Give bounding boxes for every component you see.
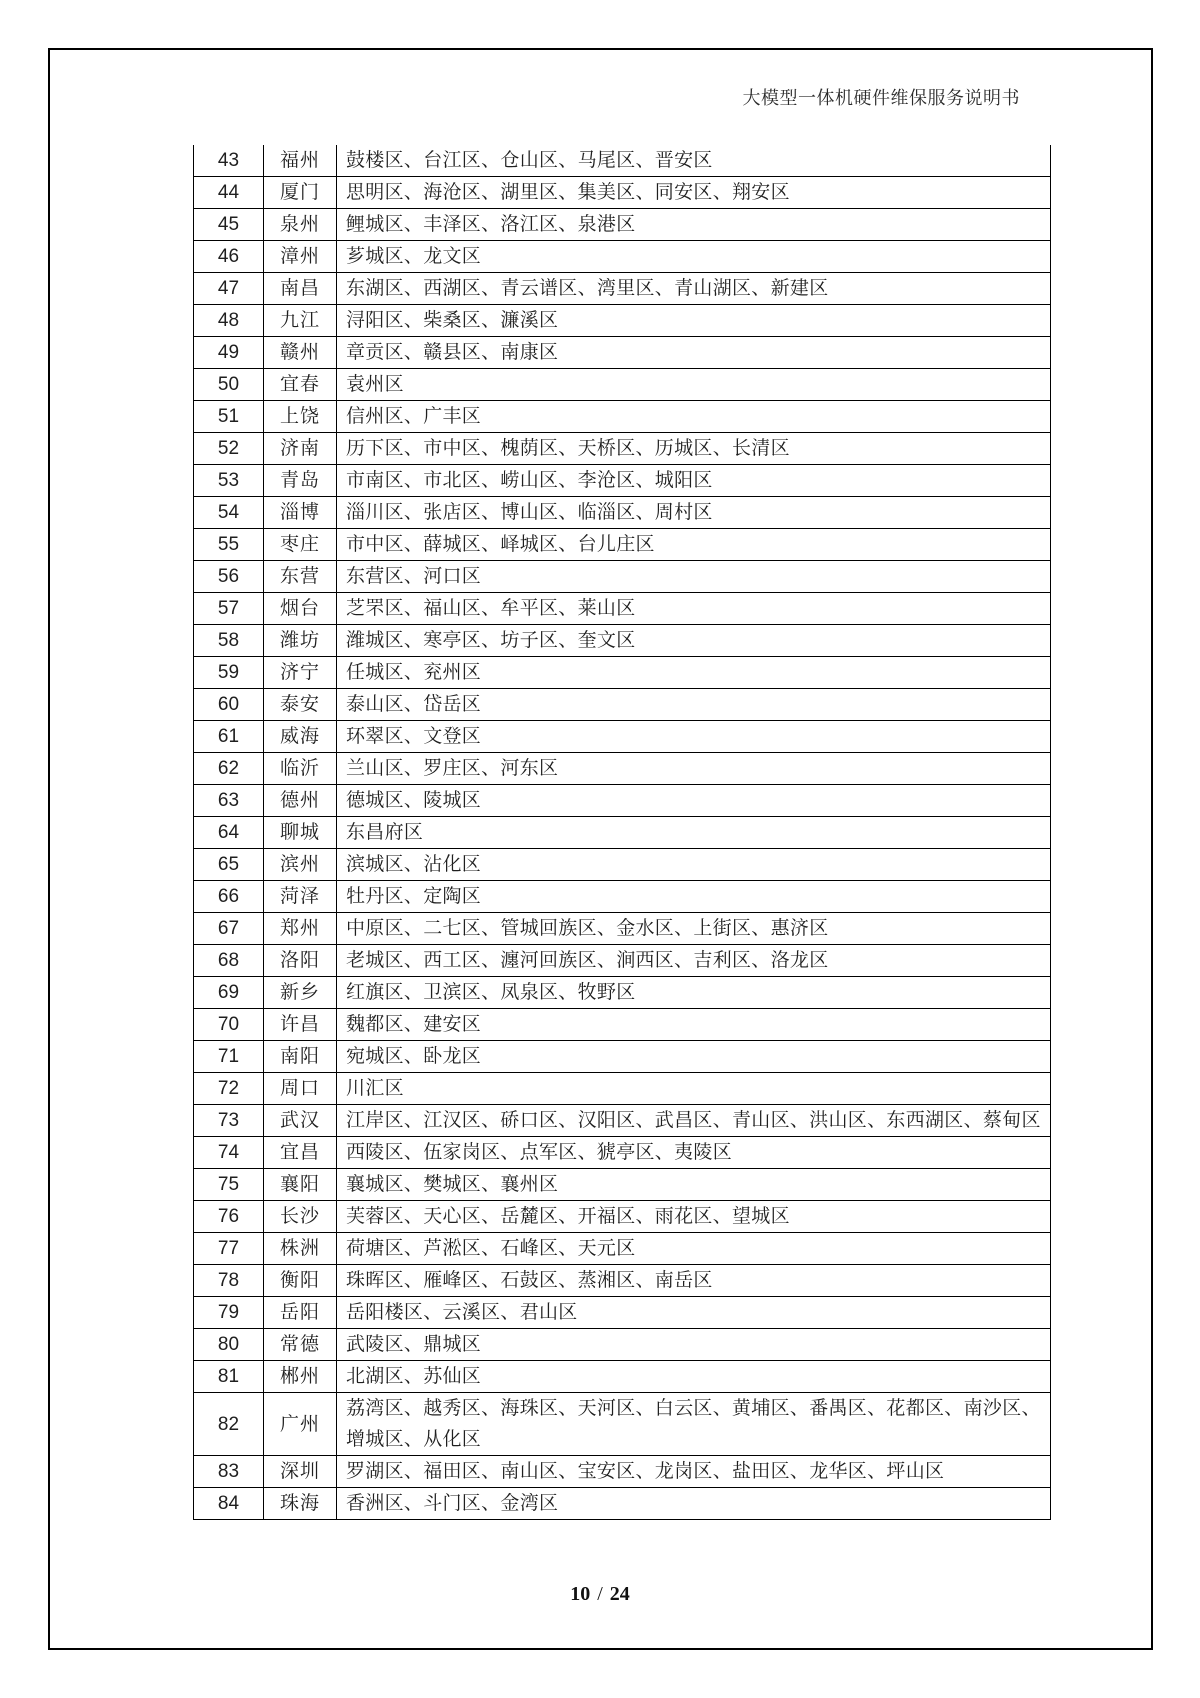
districts-cell: 红旗区、卫滨区、凤泉区、牧野区 xyxy=(337,977,1051,1009)
row-number-cell: 76 xyxy=(194,1201,264,1233)
city-name-cell: 临沂 xyxy=(264,753,337,785)
city-name-cell: 威海 xyxy=(264,721,337,753)
city-name-cell: 许昌 xyxy=(264,1009,337,1041)
row-number-cell: 81 xyxy=(194,1361,264,1393)
districts-cell: 东营区、河口区 xyxy=(337,561,1051,593)
table-row xyxy=(194,433,1051,465)
districts-cell: 岳阳楼区、云溪区、君山区 xyxy=(337,1297,1051,1329)
row-number-cell: 71 xyxy=(194,1041,264,1073)
table-row xyxy=(194,1329,1051,1361)
districts-cell: 潍城区、寒亭区、坊子区、奎文区 xyxy=(337,625,1051,657)
row-number-cell: 54 xyxy=(194,497,264,529)
districts-cell: 市南区、市北区、崂山区、李沧区、城阳区 xyxy=(337,465,1051,497)
table-row xyxy=(194,337,1051,369)
table-row xyxy=(194,1169,1051,1201)
row-number-cell: 69 xyxy=(194,977,264,1009)
table-row xyxy=(194,1137,1051,1169)
districts-cell: 牡丹区、定陶区 xyxy=(337,881,1051,913)
city-name-cell: 泉州 xyxy=(264,209,337,241)
table-row xyxy=(194,369,1051,401)
table-row xyxy=(194,1361,1051,1393)
city-name-cell: 常德 xyxy=(264,1329,337,1361)
table-row xyxy=(194,1041,1051,1073)
row-number-cell: 72 xyxy=(194,1073,264,1105)
districts-cell: 滨城区、沾化区 xyxy=(337,849,1051,881)
table-row xyxy=(194,849,1051,881)
table-row xyxy=(194,497,1051,529)
city-name-cell: 南昌 xyxy=(264,273,337,305)
districts-cell: 魏都区、建安区 xyxy=(337,1009,1051,1041)
city-name-cell: 济南 xyxy=(264,433,337,465)
row-number-cell: 65 xyxy=(194,849,264,881)
city-name-cell: 洛阳 xyxy=(264,945,337,977)
city-name-cell: 九江 xyxy=(264,305,337,337)
row-number-cell: 79 xyxy=(194,1297,264,1329)
city-table-body xyxy=(194,145,1051,1520)
row-number-cell: 60 xyxy=(194,689,264,721)
city-name-cell: 泰安 xyxy=(264,689,337,721)
table-row xyxy=(194,593,1051,625)
districts-cell: 淄川区、张店区、博山区、临淄区、周村区 xyxy=(337,497,1051,529)
districts-cell: 香洲区、斗门区、金湾区 xyxy=(337,1488,1051,1520)
districts-cell: 襄城区、樊城区、襄州区 xyxy=(337,1169,1051,1201)
table-row xyxy=(194,145,1051,177)
row-number-cell: 48 xyxy=(194,305,264,337)
row-number-cell: 82 xyxy=(194,1393,264,1456)
table-row xyxy=(194,1105,1051,1137)
city-name-cell: 潍坊 xyxy=(264,625,337,657)
districts-cell: 西陵区、伍家岗区、点军区、猇亭区、夷陵区 xyxy=(337,1137,1051,1169)
row-number-cell: 74 xyxy=(194,1137,264,1169)
city-name-cell: 宜春 xyxy=(264,369,337,401)
districts-cell: 思明区、海沧区、湖里区、集美区、同安区、翔安区 xyxy=(337,177,1051,209)
row-number-cell: 80 xyxy=(194,1329,264,1361)
districts-cell: 芝罘区、福山区、牟平区、莱山区 xyxy=(337,593,1051,625)
table-row xyxy=(194,1297,1051,1329)
districts-cell: 任城区、兖州区 xyxy=(337,657,1051,689)
table-row xyxy=(194,209,1051,241)
row-number-cell: 46 xyxy=(194,241,264,273)
table-row xyxy=(194,881,1051,913)
table-row xyxy=(194,945,1051,977)
table-row xyxy=(194,721,1051,753)
city-name-cell: 厦门 xyxy=(264,177,337,209)
city-name-cell: 长沙 xyxy=(264,1201,337,1233)
districts-cell: 中原区、二七区、管城回族区、金水区、上街区、惠济区 xyxy=(337,913,1051,945)
city-name-cell: 赣州 xyxy=(264,337,337,369)
city-name-cell: 衡阳 xyxy=(264,1265,337,1297)
city-name-cell: 周口 xyxy=(264,1073,337,1105)
row-number-cell: 43 xyxy=(194,145,264,177)
districts-cell: 浔阳区、柴桑区、濂溪区 xyxy=(337,305,1051,337)
districts-cell: 环翠区、文登区 xyxy=(337,721,1051,753)
row-number-cell: 70 xyxy=(194,1009,264,1041)
table-row xyxy=(194,913,1051,945)
row-number-cell: 73 xyxy=(194,1105,264,1137)
table-row xyxy=(194,1488,1051,1520)
row-number-cell: 66 xyxy=(194,881,264,913)
table-row xyxy=(194,1265,1051,1297)
city-name-cell: 滨州 xyxy=(264,849,337,881)
city-name-cell: 深圳 xyxy=(264,1456,337,1488)
row-number-cell: 64 xyxy=(194,817,264,849)
districts-cell: 泰山区、岱岳区 xyxy=(337,689,1051,721)
table-row xyxy=(194,1233,1051,1265)
row-number-cell: 62 xyxy=(194,753,264,785)
city-name-cell: 襄阳 xyxy=(264,1169,337,1201)
districts-cell: 老城区、西工区、瀍河回族区、涧西区、吉利区、洛龙区 xyxy=(337,945,1051,977)
table-row xyxy=(194,529,1051,561)
row-number-cell: 53 xyxy=(194,465,264,497)
districts-cell: 宛城区、卧龙区 xyxy=(337,1041,1051,1073)
districts-cell: 罗湖区、福田区、南山区、宝安区、龙岗区、盐田区、龙华区、坪山区 xyxy=(337,1456,1051,1488)
city-name-cell: 上饶 xyxy=(264,401,337,433)
districts-cell: 历下区、市中区、槐荫区、天桥区、历城区、长清区 xyxy=(337,433,1051,465)
city-district-table xyxy=(193,145,1051,1520)
page-number-current: 10 xyxy=(570,1583,591,1605)
districts-cell: 北湖区、苏仙区 xyxy=(337,1361,1051,1393)
row-number-cell: 75 xyxy=(194,1169,264,1201)
districts-cell: 市中区、薛城区、峄城区、台儿庄区 xyxy=(337,529,1051,561)
districts-cell: 江岸区、江汉区、硚口区、汉阳区、武昌区、青山区、洪山区、东西湖区、蔡甸区 xyxy=(337,1105,1051,1137)
city-name-cell: 菏泽 xyxy=(264,881,337,913)
districts-cell: 兰山区、罗庄区、河东区 xyxy=(337,753,1051,785)
table-row xyxy=(194,305,1051,337)
city-name-cell: 郑州 xyxy=(264,913,337,945)
table-row xyxy=(194,1073,1051,1105)
table-row xyxy=(194,177,1051,209)
row-number-cell: 78 xyxy=(194,1265,264,1297)
city-name-cell: 漳州 xyxy=(264,241,337,273)
row-number-cell: 51 xyxy=(194,401,264,433)
districts-cell: 芗城区、龙文区 xyxy=(337,241,1051,273)
city-name-cell: 新乡 xyxy=(264,977,337,1009)
row-number-cell: 55 xyxy=(194,529,264,561)
districts-cell: 荔湾区、越秀区、海珠区、天河区、白云区、黄埔区、番禺区、花都区、南沙区、增城区、从化区 xyxy=(337,1393,1051,1456)
row-number-cell: 52 xyxy=(194,433,264,465)
table-row xyxy=(194,625,1051,657)
row-number-cell: 67 xyxy=(194,913,264,945)
districts-cell: 章贡区、赣县区、南康区 xyxy=(337,337,1051,369)
page-footer xyxy=(0,1583,1200,1606)
row-number-cell: 45 xyxy=(194,209,264,241)
table-row xyxy=(194,561,1051,593)
page-number-separator: / xyxy=(597,1583,603,1605)
table-row xyxy=(194,1393,1051,1456)
districts-cell: 鲤城区、丰泽区、洛江区、泉港区 xyxy=(337,209,1051,241)
city-name-cell: 宜昌 xyxy=(264,1137,337,1169)
row-number-cell: 58 xyxy=(194,625,264,657)
table-row xyxy=(194,753,1051,785)
table-row xyxy=(194,401,1051,433)
row-number-cell: 49 xyxy=(194,337,264,369)
table-row xyxy=(194,689,1051,721)
row-number-cell: 63 xyxy=(194,785,264,817)
districts-cell: 芙蓉区、天心区、岳麓区、开福区、雨花区、望城区 xyxy=(337,1201,1051,1233)
city-name-cell: 济宁 xyxy=(264,657,337,689)
table-row xyxy=(194,785,1051,817)
table-row xyxy=(194,1201,1051,1233)
table-row xyxy=(194,465,1051,497)
districts-cell: 袁州区 xyxy=(337,369,1051,401)
table-row xyxy=(194,241,1051,273)
row-number-cell: 83 xyxy=(194,1456,264,1488)
city-name-cell: 福州 xyxy=(264,145,337,177)
row-number-cell: 84 xyxy=(194,1488,264,1520)
districts-cell: 武陵区、鼎城区 xyxy=(337,1329,1051,1361)
districts-cell: 信州区、广丰区 xyxy=(337,401,1051,433)
table-row xyxy=(194,817,1051,849)
city-name-cell: 淄博 xyxy=(264,497,337,529)
city-name-cell: 青岛 xyxy=(264,465,337,497)
row-number-cell: 77 xyxy=(194,1233,264,1265)
city-name-cell: 烟台 xyxy=(264,593,337,625)
table-row xyxy=(194,1456,1051,1488)
row-number-cell: 68 xyxy=(194,945,264,977)
city-name-cell: 珠海 xyxy=(264,1488,337,1520)
districts-cell: 东湖区、西湖区、青云谱区、湾里区、青山湖区、新建区 xyxy=(337,273,1051,305)
districts-cell: 荷塘区、芦淞区、石峰区、天元区 xyxy=(337,1233,1051,1265)
row-number-cell: 57 xyxy=(194,593,264,625)
city-name-cell: 郴州 xyxy=(264,1361,337,1393)
row-number-cell: 50 xyxy=(194,369,264,401)
city-name-cell: 广州 xyxy=(264,1393,337,1456)
city-name-cell: 东营 xyxy=(264,561,337,593)
districts-cell: 东昌府区 xyxy=(337,817,1051,849)
page-header-title: 大模型一体机硬件维保服务说明书 xyxy=(742,88,1020,108)
row-number-cell: 61 xyxy=(194,721,264,753)
row-number-cell: 56 xyxy=(194,561,264,593)
districts-cell: 川汇区 xyxy=(337,1073,1051,1105)
table-row xyxy=(194,657,1051,689)
districts-cell: 鼓楼区、台江区、仓山区、马尾区、晋安区 xyxy=(337,145,1051,177)
city-name-cell: 株洲 xyxy=(264,1233,337,1265)
city-name-cell: 岳阳 xyxy=(264,1297,337,1329)
city-name-cell: 德州 xyxy=(264,785,337,817)
districts-cell: 珠晖区、雁峰区、石鼓区、蒸湘区、南岳区 xyxy=(337,1265,1051,1297)
districts-cell: 德城区、陵城区 xyxy=(337,785,1051,817)
city-name-cell: 武汉 xyxy=(264,1105,337,1137)
city-name-cell: 南阳 xyxy=(264,1041,337,1073)
row-number-cell: 59 xyxy=(194,657,264,689)
page-number-total: 24 xyxy=(609,1583,630,1605)
row-number-cell: 44 xyxy=(194,177,264,209)
table-row xyxy=(194,1009,1051,1041)
row-number-cell: 47 xyxy=(194,273,264,305)
table-row xyxy=(194,977,1051,1009)
table-row xyxy=(194,273,1051,305)
city-name-cell: 枣庄 xyxy=(264,529,337,561)
city-name-cell: 聊城 xyxy=(264,817,337,849)
